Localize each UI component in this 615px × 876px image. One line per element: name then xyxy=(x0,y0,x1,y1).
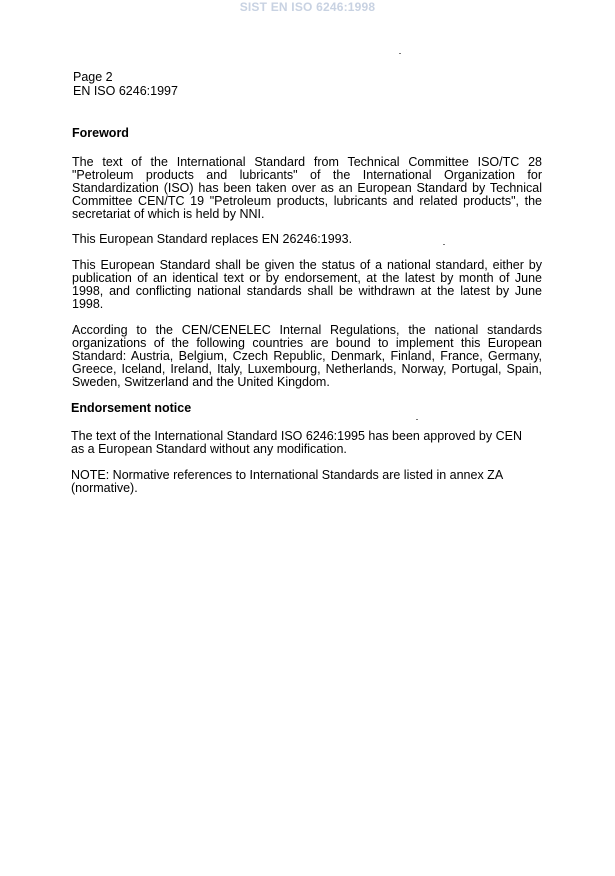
scan-speck xyxy=(399,53,401,54)
page-number: Page 2 xyxy=(73,70,113,84)
standard-number: EN ISO 6246:1997 xyxy=(73,84,178,98)
document-body xyxy=(71,127,542,495)
foreword-paragraph-1: The text of the International Standard from Technical Committee ISO/TC 28 "Petroleum products and lubricants" of the International Organization for Standardization (ISO) has been taken over as an European Standard by Technical Committee CEN/TC 19 "Petroleum products, lubricants and related products", the secretariat of which is held by NNI. xyxy=(72,154,542,221)
watermark: SIST EN ISO 6246:1998 xyxy=(239,0,376,14)
foreword-paragraph-3: This European Standard shall be given the status of a national standard, either by publication of an identical text or by endorsement, at the latest by month of June 1998, and conflicting national standards shall be withdrawn at the latest by June 1998. xyxy=(72,258,542,312)
endorsement-heading: Endorsement notice xyxy=(71,400,192,415)
endorsement-note: NOTE: Normative references to International Standards are listed in annex ZA (normative). xyxy=(71,468,503,496)
foreword-paragraph-2: This European Standard replaces EN 26246:1993. xyxy=(72,232,353,247)
foreword-heading: Foreword xyxy=(72,126,129,140)
page-header xyxy=(73,70,178,98)
foreword-paragraph-4: According to the CEN/CENELEC Internal Regulations, the national standards organizations of the following countries are bound to implement this European Standard: Austria, Belgium, Czech Republic, Denmark, Finland, France, Germany, Greece, Iceland, Ireland, Italy, Luxembourg, Netherlands, Norway, Portugal, Spain, Sweden, Switzerland and the United Kingdom. xyxy=(72,322,542,389)
endorsement-paragraph-1: The text of the International Standard ISO 6246:1995 has been approved by CEN as a European Standard without any modification. xyxy=(71,429,522,457)
